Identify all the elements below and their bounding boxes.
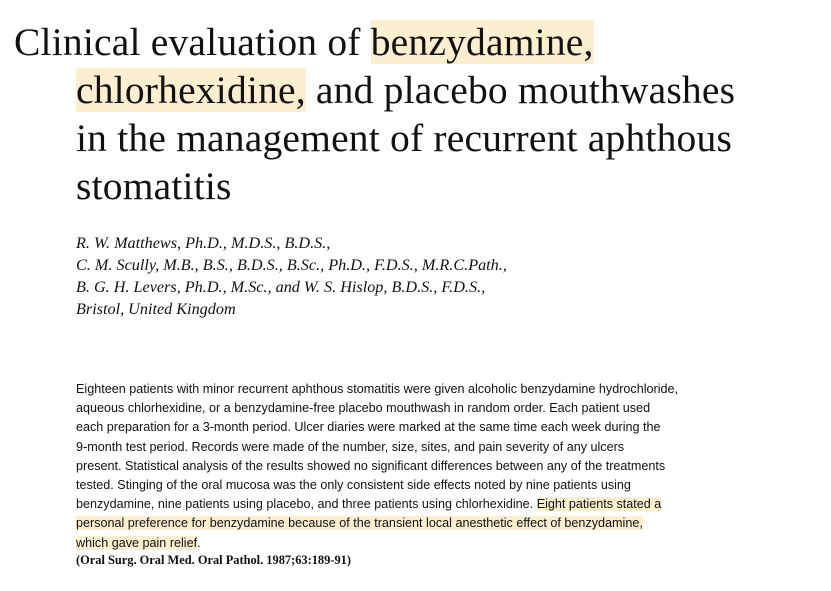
- affiliation: Bristol, United Kingdom: [76, 300, 236, 318]
- author-line: C. M. Scully, M.B., B.S., B.D.S., B.Sc., Ph.D., F.D.S., M.R.C.Path.,: [76, 256, 507, 274]
- highlighted-sentence: Eight patients stated a: [536, 497, 662, 512]
- journal-citation: (Oral Surg. Oral Med. Oral Pathol. 1987;63:189-91): [76, 553, 351, 567]
- author-list: [76, 232, 507, 320]
- abstract-line: present. Statistical analysis of the results showed no significant differences between any of the treatments: [76, 458, 666, 473]
- title-text: and placebo mouthwashes: [305, 68, 736, 112]
- abstract-line: 9-month test period. Records were made of the number, size, sites, and pain severity of any ulcers: [76, 439, 625, 454]
- abstract-line: tested. Stinging of the oral mucosa was the only consistent side effects noted by nine patients using: [76, 478, 631, 493]
- title-text: Clinical evaluation of: [14, 20, 371, 64]
- abstract-line: Eighteen patients with minor recurrent aphthous stomatitis were given alcoholic benzydamine hydrochloride,: [76, 382, 679, 396]
- abstract-line: [76, 534, 776, 553]
- paper-title: [14, 18, 829, 210]
- title-line-4: stomatitis: [76, 164, 232, 208]
- abstract-line: each preparation for a 3-month period. Ulcer diaries were marked at the same time each week during the: [76, 420, 661, 435]
- highlighted-sentence: which gave pain relief: [76, 535, 198, 550]
- abstract-line: [76, 495, 776, 514]
- highlight-chlorhexidine: chlorhexidine,: [76, 68, 306, 112]
- author-line: R. W. Matthews, Ph.D., M.D.S., B.D.S.,: [76, 234, 331, 252]
- abstract-text: benzydamine, nine patients using placebo, and three patients using chlorhexidine.: [76, 497, 537, 512]
- title-line-2: [14, 66, 829, 114]
- abstract: [76, 380, 776, 553]
- title-line-1: [14, 18, 829, 66]
- title-line-3: in the management of recurrent aphthous: [76, 116, 733, 160]
- abstract-text: .: [197, 535, 201, 550]
- abstract-line: [76, 514, 776, 533]
- highlight-benzydamine: benzydamine,: [370, 20, 594, 64]
- highlighted-sentence: personal preference for benzydamine because of the transient local anesthetic effect of benzydamine,: [76, 516, 643, 531]
- author-line: B. G. H. Levers, Ph.D., M.Sc., and W. S. Hislop, B.D.S., F.D.S.,: [76, 278, 486, 296]
- abstract-line: aqueous chlorhexidine, or a benzydamine-free placebo mouthwash in random order. Each patient used: [76, 401, 651, 416]
